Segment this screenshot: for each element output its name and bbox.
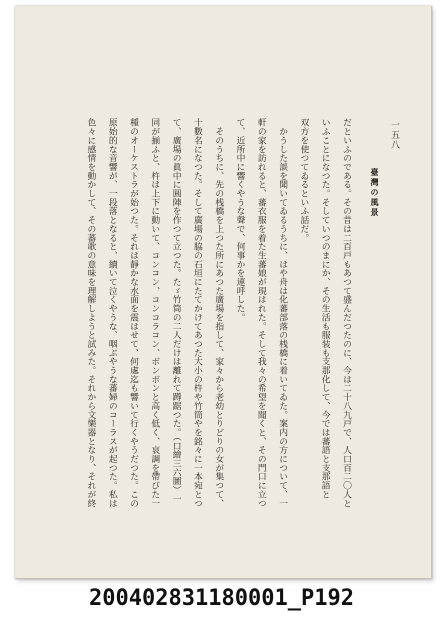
running-head: 臺灣の風景 [370,168,380,218]
text-line: 色々に感情を動かして、その蕃歌の意味を理解しようと試みた。それから文樂器となり、それが終 [85,118,96,508]
text-line: 軒の家を訪れると、蕃衣服を着た生蕃娘が現はれた。そして我々の希望を聞くと、その門口に立つ [255,118,266,508]
text-line: て、廣場の眞中に圓陣を作つて立つた。たゞ竹筒の二人だけは離れて蹲踞つた。（口繪三六圖）一 [170,118,181,503]
text-line: 同が揃ふと、杵は上下に動いて、コンコン、コンコラコン、ボンボンと高く低く、哀調を帶びた一 [149,118,160,508]
image-id-caption: 200402831180001_P192 [89,586,354,611]
text-line: いふことになつた。そしていつのまにか、その生活も服装も支那化して、今では蕃語と支那語と [319,118,330,499]
body-text [24,118,356,548]
text-line: て、近所中に響くやうな聲で、何事かを連呼した。 [234,118,245,322]
text-line: そのうちに、先の桟橋を上つた所にあつた廣場を指して、家々から老幼とりどりの女が集つて、 [213,118,224,508]
text-line: 双方を使つてゐるといふ話だ。 [298,118,309,242]
page-number: 一五八 [389,120,399,150]
text-line: 十數名になつた。そして廣場の脇の石垣にたてかけてあつた大小の杵や竹筒やを銘々に一本宛とつ [191,118,202,508]
text-line: だといふのである。その昔は二百戸もあつて盛んだつたのに、今は二十八九戸で、人口百二〇人と [341,118,351,508]
text-line: 種のオーケストラが始つた。それは靜かな水面を震はせて、何處迄も響いて行くやうだつた。この [128,118,139,508]
text-line: 原始的な音響が、一段落となると、續いて泣くやうな、咽ぶやうな蕃婦のコーラスが起つた。私は [106,118,117,508]
text-line: かうした談を聞いてゐるうちに、はや舟は化蕃部落の桟橋に着いてゐた。案内の方について、一 [277,118,288,508]
